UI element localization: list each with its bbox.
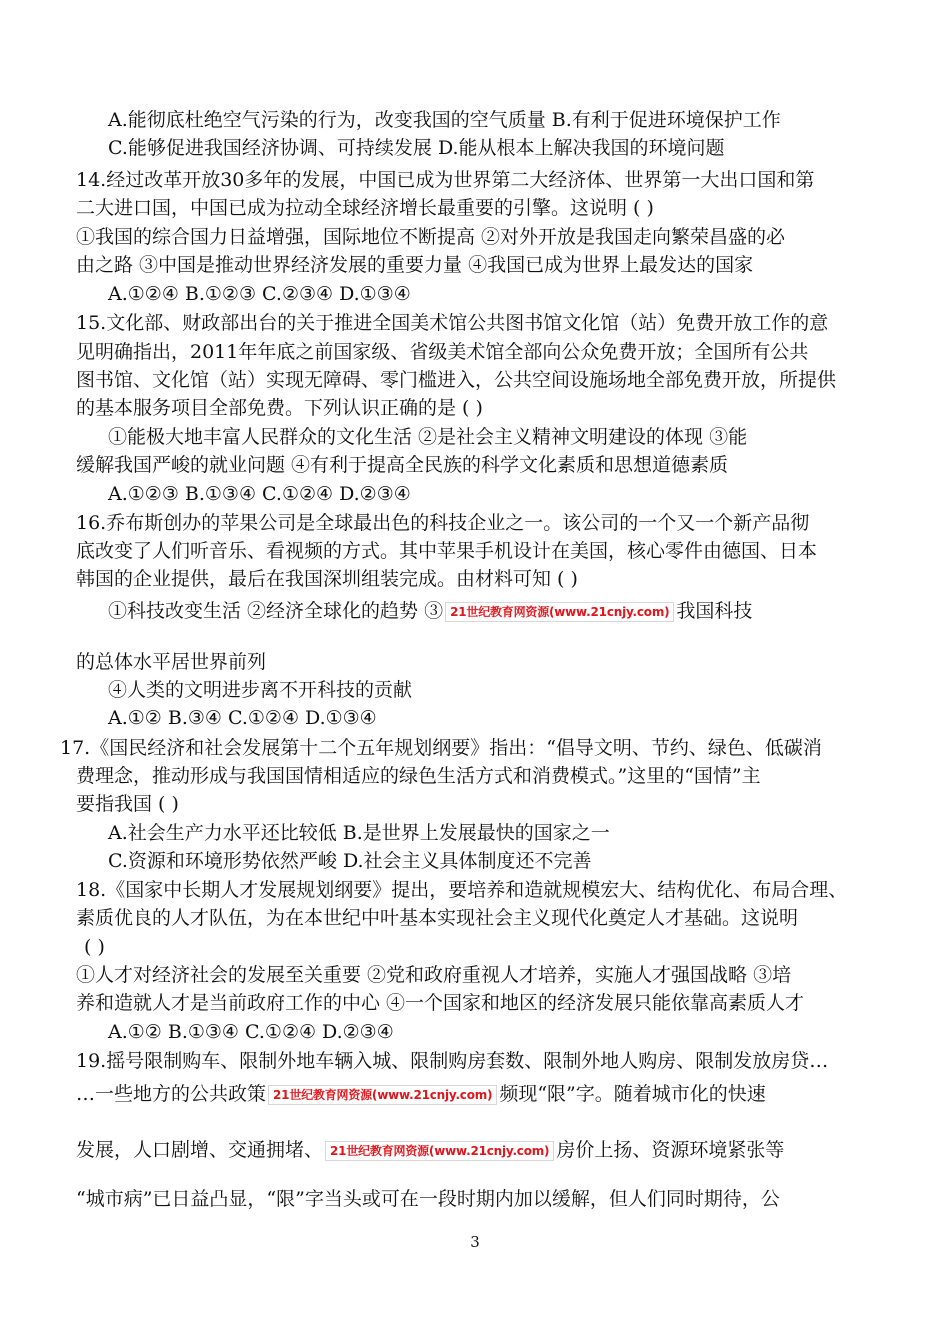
question-15-stem: 15.文化部、财政部出台的关于推进全国美术馆公共图书馆文化馆（站）免费开放工作的意 — [76, 312, 829, 334]
question-16-stem: 16.乔布斯创办的苹果公司是全球最出色的科技企业之一。该公司的一个又一个新产品彻 — [76, 512, 810, 534]
question-17-stem: 17.《国民经济和社会发展第十二个五年规划纲要》指出：“倡导文明、节约、绿色、低碳消 — [60, 737, 822, 759]
question-17-options: A.社会生产力水平还比较低 B.是世界上发展最快的国家之一 — [108, 822, 610, 844]
question-14-statements: 由之路 ③中国是推动世界经济发展的重要力量 ④我国已成为世界上最发达的国家 — [76, 254, 754, 276]
question-15-options: A.①②③ B.①③④ C.①②④ D.②③④ — [108, 483, 411, 505]
question-17-stem: 要指我国 ( ) — [76, 793, 179, 815]
question-19-stem — [76, 1081, 766, 1107]
question-16-statements: ④人类的文明进步离不开科技的贡献 — [108, 679, 413, 701]
question-17-options: C.资源和环境形势依然严峻 D.社会主义具体制度还不完善 — [108, 850, 592, 872]
line-text: …一些地方的公共政策 — [76, 1083, 267, 1105]
option-line: C.能够促进我国经济协调、可持续发展 D.能从根本上解决我国的环境问题 — [108, 137, 725, 159]
question-14-statements: ①我国的综合国力日益增强，国际地位不断提高 ②对外开放是我国走向繁荣昌盛的必 — [76, 226, 786, 248]
question-15-stem: 图书馆、文化馆（站）实现无障碍、零门槛进入，公共空间设施场地全部免费开放，所提供 — [76, 369, 837, 391]
question-19-stem: 19.摇号限制购车、限制外地车辆入城、限制购房套数、限制外地人购房、限制发放房贷… — [76, 1050, 829, 1072]
question-19-stem: “城市病”已日益凸显，“限”字当头或可在一段时期内加以缓解，但人们同时期待，公 — [76, 1188, 780, 1210]
question-18-options: A.①② B.①③④ C.①②④ D.②③④ — [108, 1021, 394, 1043]
question-16-statements: 的总体水平居世界前列 — [76, 651, 267, 673]
line-text: 我国科技 — [676, 600, 753, 622]
question-15-stem: 的基本服务项目全部免费。下列认识正确的是 ( ) — [76, 397, 483, 419]
watermark-stamp: 21世纪教育网资源(www.21cnjy.com) — [325, 1141, 554, 1161]
question-16-stem: 韩国的企业提供，最后在我国深圳组装完成。由材料可知 ( ) — [76, 568, 578, 590]
question-16-options: A.①② B.③④ C.①②④ D.①③④ — [108, 707, 377, 729]
line-text: ①科技改变生活 ②经济全球化的趋势 ③ — [108, 600, 444, 622]
question-18-stem: 素质优良的人才队伍，为在本世纪中叶基本实现社会主义现代化奠定人才基础。这说明 — [76, 907, 799, 929]
question-16-statements — [108, 598, 752, 624]
watermark-stamp: 21世纪教育网资源(www.21cnjy.com) — [268, 1085, 497, 1105]
question-17-stem: 费理念，推动形成与我国国情相适应的绿色生活方式和消费模式。”这里的“国情”主 — [76, 765, 761, 787]
line-text: 发展，人口剧增、交通拥堵、 — [76, 1139, 324, 1161]
question-19-stem — [76, 1137, 784, 1163]
line-text: 频现“限”字。随着城市化的快速 — [499, 1083, 766, 1105]
page-number: 3 — [470, 1233, 480, 1251]
watermark-stamp: 21世纪教育网资源(www.21cnjy.com) — [445, 602, 674, 622]
question-18-statements: ①人才对经济社会的发展至关重要 ②党和政府重视人才培养，实施人才强国战略 ③培 — [76, 964, 792, 986]
line-text: 房价上扬、资源环境紧张等 — [556, 1139, 785, 1161]
question-16-stem: 底改变了人们听音乐、看视频的方式。其中苹果手机设计在美国，核心零件由德国、日本 — [76, 540, 818, 562]
question-14-options: A.①②④ B.①②③ C.②③④ D.①③④ — [108, 283, 411, 305]
option-line: A.能彻底杜绝空气污染的行为，改变我国的空气质量 B.有利于促进环境保护工作 — [108, 109, 781, 131]
question-15-stem: 见明确指出，2011年年底之前国家级、省级美术馆全部向公众免费开放；全国所有公共 — [76, 341, 809, 363]
question-15-statements: ①能极大地丰富人民群众的文化生活 ②是社会主义精神文明建设的体现 ③能 — [108, 426, 748, 448]
question-18-stem: 18.《国家中长期人才发展规划纲要》提出，要培养和造就规模宏大、结构优化、布局合理、 — [76, 879, 848, 901]
question-18-stem: ( ) — [84, 936, 105, 958]
question-14-stem: 14.经过改革开放30多年的发展，中国已成为世界第二大经济体、世界第一大出口国和第 — [76, 169, 815, 191]
question-14-stem: 二大进口国，中国已成为拉动全球经济增长最重要的引擎。这说明 ( ) — [76, 197, 654, 219]
question-18-statements: 养和造就人才是当前政府工作的中心 ④一个国家和地区的经济发展只能依靠高素质人才 — [76, 992, 805, 1014]
question-15-statements: 缓解我国严峻的就业问题 ④有利于提高全民族的科学文化素质和思想道德素质 — [76, 454, 729, 476]
